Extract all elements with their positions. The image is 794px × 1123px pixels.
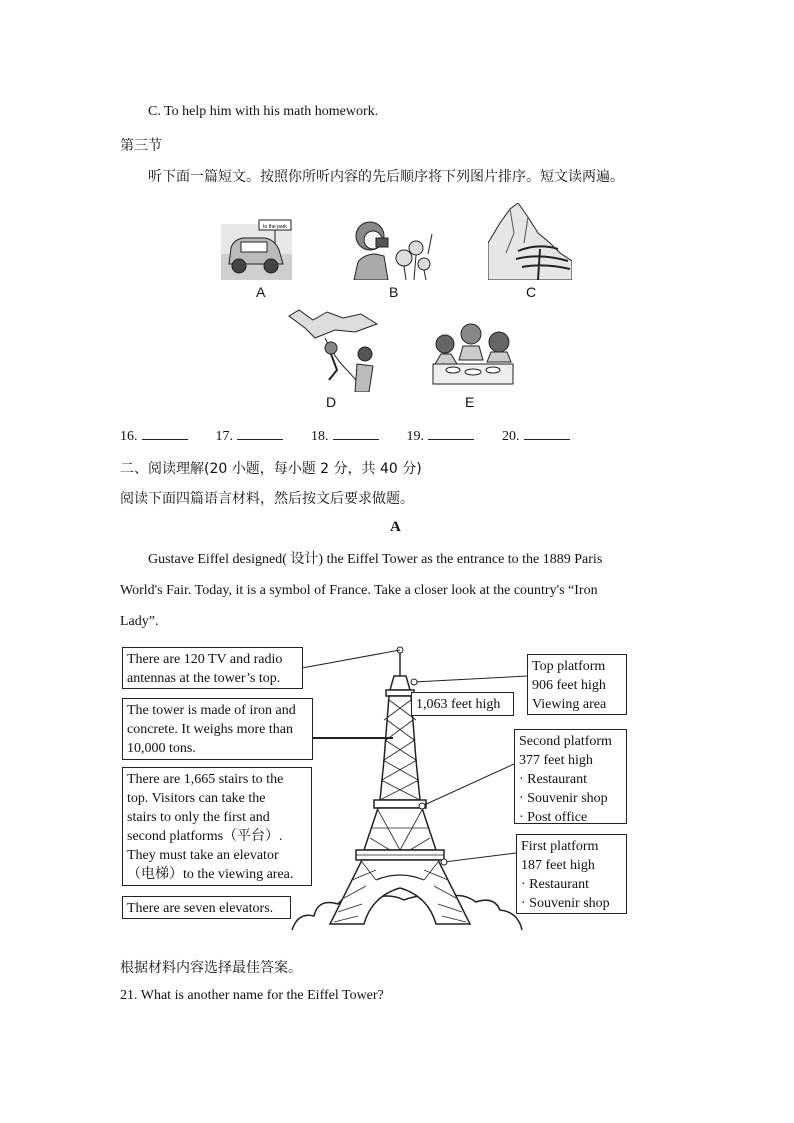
first-platform-line-4: · Souvenir shop bbox=[521, 896, 610, 911]
passage-line-2: World's Fair. Today, it is a symbol of France. Take a closer look at the country's “Iron bbox=[120, 583, 598, 598]
part2-title: 二、阅读理解(20 小题，每小题 2 分，共 40 分) bbox=[120, 461, 422, 477]
tower-middle bbox=[364, 808, 436, 850]
passage-label: A bbox=[390, 519, 401, 535]
material-line-3: 10,000 tons. bbox=[127, 741, 196, 756]
stairs-line-6: （电梯）to the viewing area. bbox=[127, 867, 294, 882]
picture-a-label: A bbox=[256, 284, 266, 300]
top-platform-line-3: Viewing area bbox=[532, 697, 607, 712]
passage-line-3: Lady”. bbox=[120, 614, 159, 629]
second-platform-line-1: Second platform bbox=[519, 734, 612, 749]
picture-d-label: D bbox=[326, 394, 337, 410]
passage-line-1: Gustave Eiffel designed( 设计) the Eiffel Tower as the entrance to the 1889 Paris bbox=[148, 552, 603, 567]
answer-19-number: 19. bbox=[406, 429, 424, 444]
option-c: C. To help him with his math homework. bbox=[148, 104, 379, 119]
choose-instruction: 根据材料内容选择最佳答案。 bbox=[120, 960, 302, 976]
answer-20-number: 20. bbox=[502, 429, 520, 444]
stairs-line-2: top. Visitors can take the bbox=[127, 791, 266, 806]
elevators-text: There are seven elevators. bbox=[127, 901, 274, 916]
picture-e-label: E bbox=[465, 394, 475, 410]
first-platform-box bbox=[516, 834, 627, 914]
second-platform-line-2: 377 feet high bbox=[519, 753, 593, 768]
picture-c-label: C bbox=[526, 284, 537, 300]
answer-16-number: 16. bbox=[120, 429, 138, 444]
material-line-1: The tower is made of iron and bbox=[127, 703, 296, 718]
picture-b-label: B bbox=[389, 284, 399, 300]
stairs-line-1: There are 1,665 stairs to the bbox=[127, 772, 284, 787]
material-box bbox=[122, 698, 313, 760]
section-instruction: 听下面一篇短文。按照你所听内容的先后顺序将下列图片排序。短文读两遍。 bbox=[148, 169, 624, 185]
antennas-line-2: antennas at the tower’s top. bbox=[127, 671, 281, 686]
tower-ground bbox=[292, 895, 522, 930]
second-platform-box bbox=[514, 729, 627, 824]
stairs-line-5: They must take an elevator bbox=[127, 848, 279, 863]
second-platform-line-5: · Post office bbox=[519, 810, 588, 825]
stairs-box bbox=[122, 767, 312, 886]
stairs-line-4: second platforms（平台）. bbox=[127, 829, 283, 844]
section-title: 第三节 bbox=[120, 138, 162, 154]
height-text: 1,063 feet high bbox=[416, 697, 501, 712]
first-platform-line-1: First platform bbox=[521, 839, 599, 854]
question-21: 21. What is another name for the Eiffel Tower? bbox=[120, 988, 384, 1003]
part2-instruction: 阅读下面四篇语言材料，然后按文后要求做题。 bbox=[120, 491, 414, 507]
answer-17-number: 17. bbox=[215, 429, 233, 444]
antennas-box bbox=[122, 647, 303, 689]
sign-text: to the park bbox=[263, 224, 287, 230]
height-box bbox=[411, 692, 514, 716]
antennas-line-1: There are 120 TV and radio bbox=[127, 652, 283, 667]
top-platform-line-1: Top platform bbox=[532, 659, 606, 674]
second-platform-line-3: · Restaurant bbox=[519, 772, 588, 787]
first-platform-line-3: · Restaurant bbox=[521, 877, 590, 892]
top-platform-box bbox=[527, 654, 627, 715]
top-platform-line-2: 906 feet high bbox=[532, 678, 606, 693]
elevators-box bbox=[122, 896, 291, 919]
stairs-line-3: stairs to only the first and bbox=[127, 810, 270, 825]
second-platform-line-4: · Souvenir shop bbox=[519, 791, 608, 806]
answer-18-number: 18. bbox=[311, 429, 329, 444]
tower-top bbox=[390, 676, 410, 690]
material-line-2: concrete. It weighs more than bbox=[127, 722, 293, 737]
first-platform-line-2: 187 feet high bbox=[521, 858, 595, 873]
